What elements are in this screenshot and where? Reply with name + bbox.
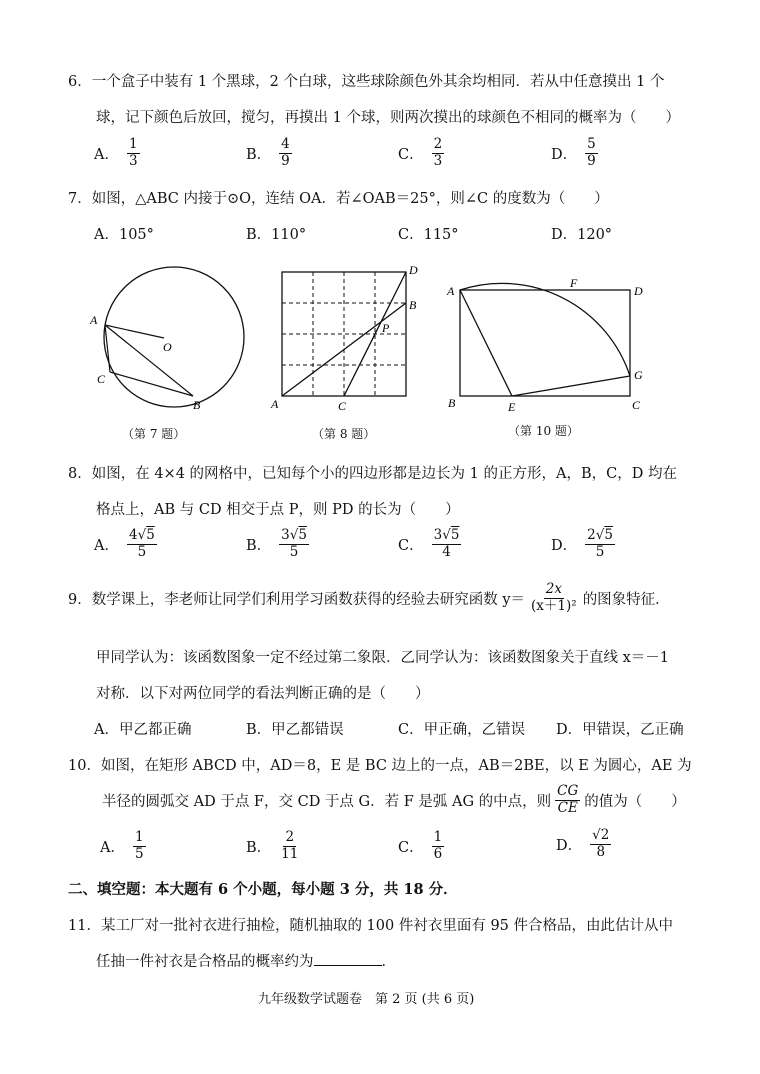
label-a: A xyxy=(90,313,98,327)
q9-line3: 对称．以下对两位同学的看法判断正确的是（ ） xyxy=(96,686,430,702)
label-p: P xyxy=(382,321,390,335)
fraction: $\frac{4}{9}$ xyxy=(281,136,290,169)
q9-option-c: C．甲正确，乙错误 xyxy=(398,722,526,738)
q8-option-b xyxy=(246,528,309,560)
figure-8-caption: （第 8 题） xyxy=(312,427,376,441)
q6-option-a xyxy=(94,137,140,169)
label-e: E xyxy=(508,400,516,414)
q9-option-a: A．甲乙都正确 xyxy=(94,722,192,738)
q10-line1: 10．如图，在矩形 ABCD 中，AD＝8，E 是 BC 边上的一点，AB＝2BE，以 E 为圆心，AE 为 xyxy=(68,758,692,774)
label-c: C xyxy=(97,372,106,386)
page-footer: 九年级数学试题卷 第 2 页 (共 6 页) xyxy=(258,992,475,1007)
circle-diagram xyxy=(84,252,264,422)
fraction: $\frac{3√5}{5}$ xyxy=(281,527,307,560)
option-label: B． xyxy=(246,839,272,856)
label-b: B xyxy=(409,298,417,312)
figure-8 xyxy=(270,258,430,418)
label-b: B xyxy=(448,396,456,410)
fraction: $\frac{1}{6}$ xyxy=(433,829,443,862)
q7-option-d: D．120° xyxy=(551,227,613,243)
function-fraction: $\frac{2x}{\text{(x＋1)²}}$ xyxy=(531,581,577,614)
label-b: B xyxy=(193,398,201,412)
label-d: D xyxy=(634,284,643,298)
fraction: $\frac{3√5}{4}$ xyxy=(433,527,460,560)
option-label: D． xyxy=(551,537,578,554)
q7-option-c: C．115° xyxy=(398,227,459,243)
grid-diagram xyxy=(270,258,430,418)
option-label: C． xyxy=(398,537,424,554)
q8-line1: 8．如图，在 4×4 的网格中，已知每个小的四边形都是边长为 1 的正方形，A，B，C，D 均在 xyxy=(68,466,677,482)
q8-option-a xyxy=(94,528,157,560)
q9-option-b: B．甲乙都错误 xyxy=(246,722,344,738)
fraction: $\frac{5}{9}$ xyxy=(587,136,596,169)
fraction: $\frac{1}{5}$ xyxy=(134,829,144,862)
option-label: D． xyxy=(556,837,583,854)
q10-option-b xyxy=(246,830,300,862)
q7-line1: 7．如图，△ABC 内接于⊙O，连结 OA．若∠OAB＝25°，则∠C 的度数为（ ） xyxy=(68,191,609,207)
q6-line2: 球，记下颜色后放回，搅匀，再摸出 1 个球，则两次摸出的球颜色不相同的概率为（ ） xyxy=(96,110,680,126)
q7-option-b: B．110° xyxy=(246,227,307,243)
fraction: $\frac{2}{11}$ xyxy=(281,829,299,862)
option-label: C． xyxy=(398,839,424,856)
q6-option-b xyxy=(246,137,292,169)
label-a: A xyxy=(447,284,455,298)
q8-option-d xyxy=(551,528,615,560)
fraction: $\frac{1}{3}$ xyxy=(128,136,138,169)
fraction: $\frac{4√5}{5}$ xyxy=(128,527,155,560)
q10-option-d xyxy=(556,828,611,860)
label-g: G xyxy=(634,368,643,382)
q11-line1: 11．某工厂对一批衬衣进行抽检，随机抽取的 100 件衬衣里面有 95 件合格品，由此估计从中 xyxy=(68,918,674,934)
q11-line2: 任抽一件衬衣是合格品的概率约为 ． xyxy=(96,950,396,971)
ratio-fraction: $\frac{CG}{CE}$ xyxy=(557,783,579,816)
q6-line1: 6．一个盒子中装有 1 个黑球，2 个白球，这些球除颜色外其余均相同．若从中任意摸出 1 个 xyxy=(68,74,665,90)
q10-option-c xyxy=(398,830,444,862)
section-2-heading: 二、填空题：本大题有 6 个小题，每小题 3 分，共 18 分． xyxy=(68,881,458,898)
fraction: $\frac{2√5}{5}$ xyxy=(587,527,613,560)
q6-option-d xyxy=(551,137,598,169)
option-label: C． xyxy=(398,146,424,163)
q9-line1: 9．数学课上，李老师让同学们利用学习函数获得的经验去研究函数 y＝ $\frac{2x}{\text{(x＋1)²}}$ 的图象特征． xyxy=(68,581,670,614)
option-label: A． xyxy=(100,839,125,856)
option-label: A． xyxy=(94,537,119,554)
q7-option-a: A．105° xyxy=(94,227,154,243)
label-o: O xyxy=(163,340,172,354)
q6-option-c xyxy=(398,137,444,169)
q9-line2: 甲同学认为：该函数图象一定不经过第二象限．乙同学认为：该函数图象关于直线 x＝－1 xyxy=(96,650,670,666)
figure-7-caption: （第 7 题） xyxy=(122,427,186,441)
label-d: D xyxy=(409,263,418,277)
q8-line2: 格点上，AB 与 CD 相交于点 P，则 PD 的长为（ ） xyxy=(96,502,460,518)
rectangle-arc-diagram xyxy=(444,274,654,416)
q8-option-c xyxy=(398,528,461,560)
label-f: F xyxy=(570,276,578,290)
figure-7 xyxy=(84,252,264,422)
option-label: A． xyxy=(94,146,119,163)
figure-10 xyxy=(444,274,654,416)
label-a: A xyxy=(271,397,279,411)
fraction: $\frac{√2}{8}$ xyxy=(592,827,610,860)
option-label: D． xyxy=(551,146,578,163)
label-c: C xyxy=(338,399,347,413)
option-label: B． xyxy=(246,537,272,554)
figure-10-caption: （第 10 题） xyxy=(508,424,579,438)
option-label: B． xyxy=(246,146,272,163)
fraction: $\frac{2}{3}$ xyxy=(433,136,443,169)
q9-option-d: D．甲错误，乙正确 xyxy=(556,722,684,738)
q10-option-a xyxy=(100,830,146,862)
answer-blank[interactable] xyxy=(314,951,382,966)
label-c: C xyxy=(632,398,641,412)
q10-line2: 半径的圆弧交 AD 于点 F，交 CD 于点 G．若 F 是弧 AG 的中点，则 $\frac{CG}{CE}$ 的值为（ ） xyxy=(102,783,686,816)
